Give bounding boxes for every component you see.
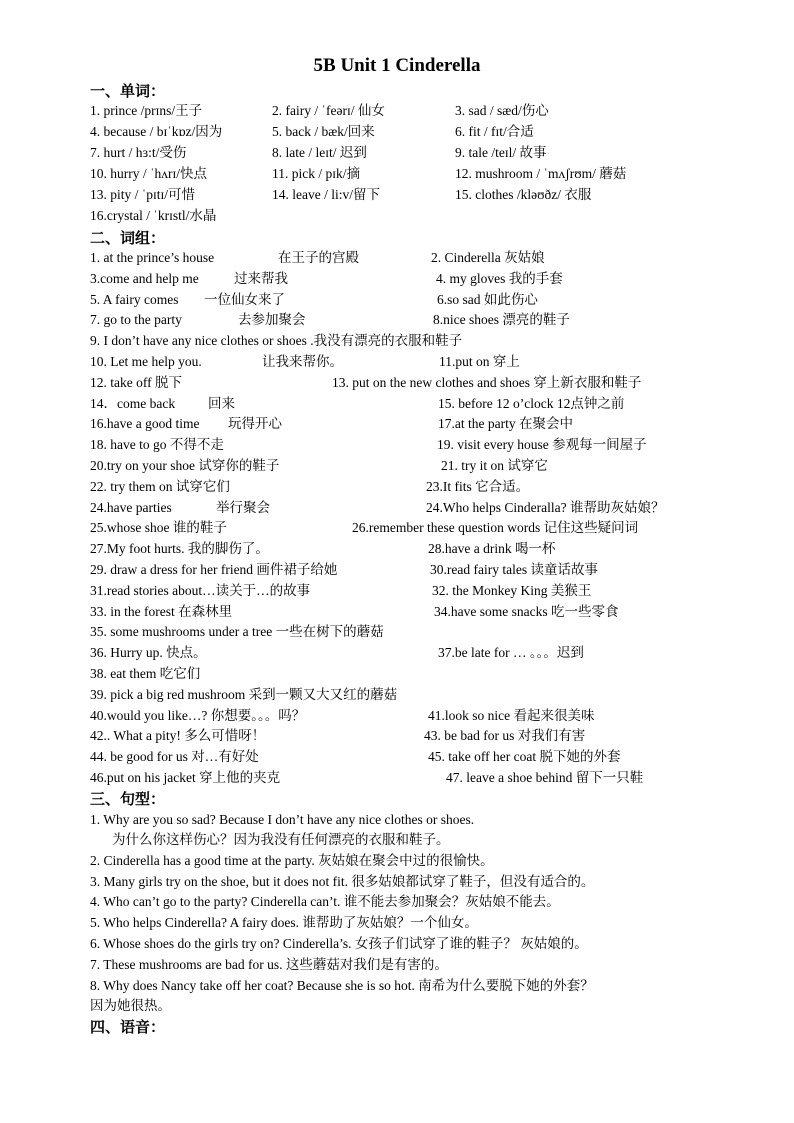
phrase-item: 举行聚会	[216, 500, 270, 515]
vocab-item: 5. back / bæk/回来	[272, 124, 375, 139]
phrase-item: 7. go to the party	[90, 312, 182, 327]
phrase-item: 22. try them on 试穿它们	[90, 479, 230, 494]
phrase-item: 30.read fairy tales 读童话故事	[430, 562, 598, 577]
vocab-item: 15. clothes /kləʊðz/ 衣服	[455, 187, 592, 202]
phrase-item: 37.be late for … 。。。迟到	[438, 645, 584, 660]
phrase-item: 35. some mushrooms under a tree 一些在树下的蘑菇	[90, 624, 384, 639]
phrase-item: 38. eat them 吃它们	[90, 666, 201, 681]
phrase-item: 21. try it on 试穿它	[441, 458, 548, 473]
phrase-item: 44. be good for us 对…有好处	[90, 749, 259, 764]
phrase-item: 9. I don’t have any nice clothes or shoes .我没有漂亮的衣服和鞋子	[90, 333, 463, 348]
vocab-item: 3. sad / sæd/伤心	[455, 103, 549, 118]
page-title: 5B Unit 1 Cinderella	[313, 55, 481, 76]
vocab-item: 11. pick / pɪk/摘	[272, 166, 360, 181]
phrase-item: 过来帮我	[234, 271, 288, 286]
vocab-item: 12. mushroom / ˈmʌʃrʊm/ 蘑菇	[455, 166, 627, 181]
phrase-item: 28.have a drink 喝一杯	[428, 541, 556, 556]
vocab-item: 4. because / bɪˈkɒz/因为	[90, 124, 223, 139]
phrase-item: 34.have some snacks 吃一些零食	[434, 604, 619, 619]
phrase-item: 29. draw a dress for her friend 画件裙子给她	[90, 562, 338, 577]
phrase-item: 27.My foot hurts. 我的脚伤了。	[90, 541, 269, 556]
phrase-item: 41.look so nice 看起来很美味	[428, 708, 595, 723]
phrase-item: 让我来帮你。	[262, 354, 343, 369]
phrase-item: 10. Let me help you.	[90, 354, 202, 369]
phrase-item: 13. put on the new clothes and shoes 穿上新衣服和鞋子	[332, 375, 642, 390]
phrase-item: 33. in the forest 在森林里	[90, 604, 233, 619]
phrase-item: 20.try on your shoe 试穿你的鞋子	[90, 458, 280, 473]
vocab-item: 2. fairy / ˈfeərɪ/ 仙女	[272, 103, 385, 118]
phrase-item: 40.would you like…? 你想要。。。吗？	[90, 708, 306, 723]
sentence-line: 因为她很热。	[90, 998, 171, 1013]
vocab-item: 16.crystal / ˈkrɪstl/水晶	[90, 208, 217, 223]
phrase-item: 8.nice shoes 漂亮的鞋子	[433, 312, 570, 327]
sentence-line: 1. Why are you so sad? Because I don’t have any nice clothes or shoes.	[90, 812, 475, 827]
phrase-item: 26.remember these question words 记住这些疑问词	[352, 520, 639, 535]
sentence-line: 6. Whose shoes do the girls try on? Cinderella’s. 女孩子们试穿了谁的鞋子？ 灰姑娘的。	[90, 936, 588, 951]
phrase-item: 6.so sad 如此伤心	[437, 292, 538, 307]
vocab-item: 7. hurt / hɜ:t/受伤	[90, 145, 187, 160]
phrase-item: 31.read stories about…读关于…的故事	[90, 583, 311, 598]
sentence-line: 为什么你这样伤心？因为我没有任何漂亮的衣服和鞋子。	[112, 832, 450, 847]
section-sentences-heading: 三、句型：	[90, 790, 166, 808]
phrase-item: 24.have parties	[90, 500, 172, 515]
section-phrases-heading: 二、词组：	[90, 229, 166, 247]
phrase-item: 16.have a good time	[90, 416, 200, 431]
section-phonics-heading: 四、语音：	[90, 1018, 166, 1036]
phrase-item: 去参加聚会	[238, 312, 306, 327]
phrase-item: 玩得开心	[228, 416, 282, 431]
phrase-item: 17.at the party 在聚会中	[438, 416, 573, 431]
phrase-item: 一位仙女来了	[204, 292, 285, 307]
phrase-item: 46.put on his jacket 穿上他的夹克	[90, 770, 281, 785]
phrase-item: 47. leave a shoe behind 留下一只鞋	[446, 770, 644, 785]
phrase-item: 23.It fits 它合适。	[426, 479, 530, 494]
sentence-line: 7. These mushrooms are bad for us. 这些蘑菇对我们是有害的。	[90, 957, 448, 972]
phrase-item: 3.come and help me	[90, 271, 199, 286]
phrase-item: 42.. What a pity! 多么可惜呀！	[90, 728, 266, 743]
phrase-item: 在王子的宫殿	[278, 250, 359, 265]
phrase-item: 4. my gloves 我的手套	[436, 271, 563, 286]
vocab-item: 6. fit / fɪt/合适	[455, 124, 534, 139]
phrase-item: 43. be bad for us 对我们有害	[424, 728, 586, 743]
phrase-item: 32. the Monkey King 美猴王	[432, 583, 592, 598]
phrase-item: 2. Cinderella 灰姑娘	[431, 250, 545, 265]
phrase-item: 19. visit every house 参观每一间屋子	[437, 437, 647, 452]
vocab-item: 1. prince /prɪns/王子	[90, 103, 203, 118]
sentence-line: 3. Many girls try on the shoe, but it does not fit. 很多姑娘都试穿了鞋子，但没有适合的。	[90, 874, 595, 889]
phrase-item: 18. have to go 不得不走	[90, 437, 224, 452]
sentence-line: 4. Who can’t go to the party? Cinderella can’t. 谁不能去参加聚会？灰姑娘不能去。	[90, 894, 560, 909]
phrase-item: 1. at the prince’s house	[90, 250, 215, 265]
phrase-item: 15. before 12 o’clock 12点钟之前	[438, 396, 625, 411]
vocab-item: 13. pity / ˈpɪtɪ/可惜	[90, 187, 196, 202]
phrase-item: 39. pick a big red mushroom 采到一颗又大又红的蘑菇	[90, 687, 398, 702]
phrase-item: 25.whose shoe 谁的鞋子	[90, 520, 227, 535]
sentence-line: 8. Why does Nancy take off her coat? Because she is so hot. 南希为什么要脱下她的外套？	[90, 978, 594, 993]
phrase-item: 回来	[208, 396, 235, 411]
vocab-item: 14. leave / li:v/留下	[272, 187, 380, 202]
phrase-item: 45. take off her coat 脱下她的外套	[428, 749, 621, 764]
phrase-item: 36. Hurry up. 快点。	[90, 645, 207, 660]
phrase-item: 12. take off 脱下	[90, 375, 182, 390]
vocab-item: 10. hurry / ˈhʌrɪ/快点	[90, 166, 207, 181]
phrase-item: 11.put on 穿上	[439, 354, 520, 369]
sentence-line: 2. Cinderella has a good time at the party. 灰姑娘在聚会中过的很愉快。	[90, 853, 494, 868]
sentence-line: 5. Who helps Cinderella? A fairy does. 谁帮助了灰姑娘？一个仙女。	[90, 915, 478, 930]
section-vocab-heading: 一、单词：	[90, 82, 166, 100]
phrase-item: 14．come back	[90, 396, 176, 411]
phrase-item: 24.Who helps Cinderalla? 谁帮助灰姑娘？	[426, 500, 665, 515]
vocab-item: 9. tale /teɪl/ 故事	[455, 145, 547, 160]
phrase-item: 5. A fairy comes	[90, 292, 179, 307]
vocab-item: 8. late / leɪt/ 迟到	[272, 145, 367, 160]
